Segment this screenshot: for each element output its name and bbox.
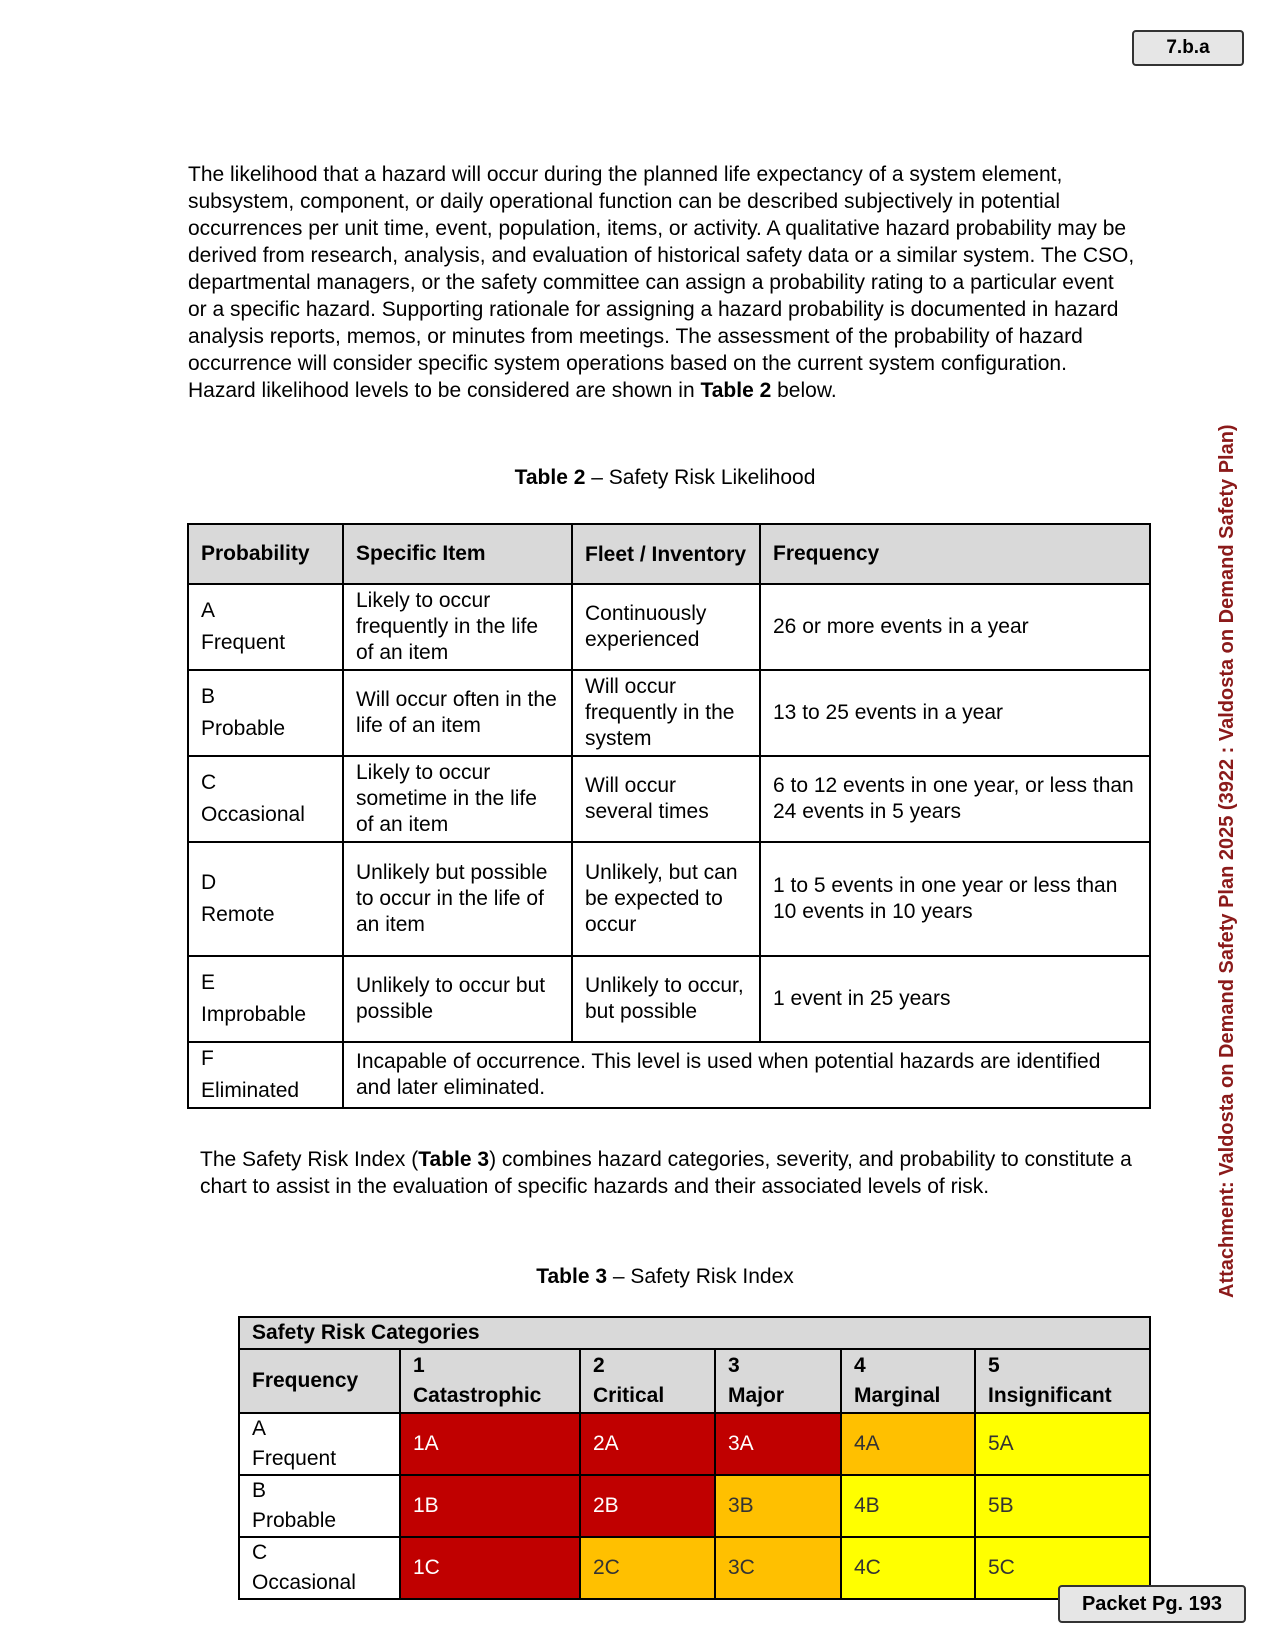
- fleet-inventory-cell: Continuously experienced: [572, 584, 760, 670]
- severity-category-header: [975, 1349, 1150, 1413]
- specific-item-cell: Likely to occur sometime in the life of an item: [343, 756, 572, 842]
- probability-letter: C: [201, 771, 217, 794]
- specific-item-cell: Likely to occur frequently in the life of an item: [343, 584, 572, 670]
- table-row: [188, 842, 1150, 956]
- frequency-level: Frequent: [252, 1447, 337, 1470]
- frequency-level: Occasional: [252, 1571, 356, 1594]
- risk-index-cell: 1B: [400, 1475, 580, 1537]
- paragraph2-text-end: ) combines hazard categories, severity, and probability to constitute a chart to assist in the evaluation of specific hazards and their associated levels of risk.: [200, 1148, 1132, 1198]
- risk-index-cell: 4A: [841, 1413, 975, 1475]
- eliminated-description-cell: Incapable of occurrence. This level is used when potential hazards are identified and later eliminated.: [343, 1042, 1150, 1108]
- category-name: Catastrophic: [413, 1384, 542, 1407]
- frequency-letter: C: [252, 1541, 268, 1564]
- severity-category-header: [580, 1349, 715, 1413]
- probability-level: Improbable: [201, 1003, 307, 1026]
- probability-cell: [188, 670, 343, 756]
- frequency-cell: 26 or more events in a year: [760, 584, 1150, 670]
- safety-risk-likelihood-table: [187, 523, 1151, 1109]
- risk-index-cell: 5A: [975, 1413, 1150, 1475]
- frequency-header: Frequency: [239, 1349, 400, 1413]
- risk-index-cell: 1C: [400, 1537, 580, 1599]
- group-header-row: [239, 1317, 1150, 1349]
- table3-caption-text: – Safety Risk Index: [612, 1265, 794, 1288]
- probability-letter: B: [201, 685, 216, 708]
- frequency-cell: 13 to 25 events in a year: [760, 670, 1150, 756]
- category-number: 4: [854, 1354, 866, 1377]
- paragraph2-table-ref: Table 3: [418, 1148, 490, 1171]
- severity-category-header: [400, 1349, 580, 1413]
- safety-risk-categories-header: Safety Risk Categories: [239, 1317, 1150, 1349]
- risk-index-row: [239, 1475, 1150, 1537]
- category-number: 3: [728, 1354, 740, 1377]
- risk-index-cell: 3B: [715, 1475, 841, 1537]
- probability-cell: [188, 584, 343, 670]
- risk-index-cell: 4B: [841, 1475, 975, 1537]
- table-row: [188, 1042, 1150, 1108]
- category-name: Insignificant: [988, 1384, 1112, 1407]
- probability-cell: [188, 842, 343, 956]
- intro-text: The likelihood that a hazard will occur during the planned life expectancy of a system element, subsystem, component, or daily operational function can be described subjectively in potential occurrences per unit time, event, population, items, or activity. A qualitative hazard probability may be derived from research, analysis, and evaluation of historical safety data or a similar system. The CSO, departmental managers, or the safety committee can assign a probability rating to a particular event or a specific hazard. Supporting rationale for assigning a hazard probability is documented in hazard analysis reports, memos, or minutes from meetings. The assessment of the probability of hazard occurrence will consider specific system operations based on the current system configuration. Hazard likelihood levels to be considered are shown in: [188, 163, 1135, 402]
- probability-cell: [188, 956, 343, 1042]
- fleet-inventory-cell: Will occur several times: [572, 756, 760, 842]
- header-frequency: Frequency: [760, 524, 1150, 584]
- risk-index-cell: 5B: [975, 1475, 1150, 1537]
- paragraph2-text: The Safety Risk Index (: [200, 1148, 419, 1171]
- table2-caption: [0, 466, 1275, 490]
- frequency-cell: 6 to 12 events in one year, or less than 24 events in 5 years: [760, 756, 1150, 842]
- table-row: [188, 956, 1150, 1042]
- severity-category-header: [841, 1349, 975, 1413]
- probability-level: Probable: [201, 717, 286, 740]
- fleet-inventory-cell: Unlikely, but can be expected to occur: [572, 842, 760, 956]
- table-row: [188, 584, 1150, 670]
- table-header-row: [188, 524, 1150, 584]
- probability-level: Eliminated: [201, 1079, 300, 1102]
- category-number: 2: [593, 1354, 605, 1377]
- risk-index-cell: 3C: [715, 1537, 841, 1599]
- frequency-level-cell: [239, 1537, 400, 1599]
- risk-index-cell: 5C: [975, 1537, 1150, 1599]
- risk-index-row: [239, 1413, 1150, 1475]
- header-fleet-inventory: Fleet / Inventory: [572, 524, 760, 584]
- header-probability: Probability: [188, 524, 343, 584]
- frequency-cell: 1 to 5 events in one year or less than 10 events in 10 years: [760, 842, 1150, 956]
- packet-page-number: Packet Pg. 193: [1058, 1585, 1246, 1623]
- specific-item-cell: Unlikely to occur but possible: [343, 956, 572, 1042]
- table3-caption-label: Table 3: [536, 1265, 608, 1288]
- risk-index-cell: 3A: [715, 1413, 841, 1475]
- table-row: [188, 670, 1150, 756]
- category-number: 1: [413, 1354, 425, 1377]
- probability-level: Remote: [201, 903, 275, 926]
- category-number: 5: [988, 1354, 1000, 1377]
- safety-risk-index-table: [238, 1316, 1151, 1600]
- probability-level: Frequent: [201, 631, 286, 654]
- category-name: Marginal: [854, 1384, 941, 1407]
- intro-text-end: below.: [777, 379, 837, 402]
- probability-letter: A: [201, 599, 216, 622]
- safety-risk-index-paragraph: [200, 1146, 1140, 1200]
- header-specific-item: Specific Item: [343, 524, 572, 584]
- risk-index-cell: 2B: [580, 1475, 715, 1537]
- frequency-level-cell: [239, 1413, 400, 1475]
- risk-index-cell: 4C: [841, 1537, 975, 1599]
- risk-index-row: [239, 1537, 1150, 1599]
- risk-index-cell: 2A: [580, 1413, 715, 1475]
- frequency-level: Probable: [252, 1509, 337, 1532]
- attachment-sidebar-label: Attachment: Valdosta on Demand Safety Plan 2025 (3922 : Valdosta on Demand Safety Plan): [1215, 424, 1238, 1298]
- frequency-cell: 1 event in 25 years: [760, 956, 1150, 1042]
- risk-index-cell: 2C: [580, 1537, 715, 1599]
- table2-caption-text: – Safety Risk Likelihood: [591, 466, 816, 489]
- intro-paragraph: [188, 161, 1138, 404]
- fleet-inventory-cell: Will occur frequently in the system: [572, 670, 760, 756]
- severity-category-header: [715, 1349, 841, 1413]
- frequency-level-cell: [239, 1475, 400, 1537]
- frequency-letter: B: [252, 1479, 267, 1502]
- probability-letter: F: [201, 1047, 214, 1070]
- probability-cell: [188, 1042, 343, 1108]
- specific-item-cell: Unlikely but possible to occur in the life of an item: [343, 842, 572, 956]
- specific-item-cell: Will occur often in the life of an item: [343, 670, 572, 756]
- document-tag: 7.b.a: [1132, 30, 1244, 66]
- table-row: [188, 756, 1150, 842]
- category-name: Critical: [593, 1384, 665, 1407]
- probability-letter: E: [201, 971, 216, 994]
- probability-letter: D: [201, 871, 217, 894]
- intro-table-ref: Table 2: [700, 379, 772, 402]
- category-name: Major: [728, 1384, 785, 1407]
- risk-index-cell: 1A: [400, 1413, 580, 1475]
- table3-caption: [0, 1265, 1275, 1289]
- table2-caption-label: Table 2: [514, 466, 586, 489]
- fleet-inventory-cell: Unlikely to occur, but possible: [572, 956, 760, 1042]
- probability-level: Occasional: [201, 803, 305, 826]
- category-header-row: [239, 1349, 1150, 1413]
- frequency-letter: A: [252, 1417, 267, 1440]
- probability-cell: [188, 756, 343, 842]
